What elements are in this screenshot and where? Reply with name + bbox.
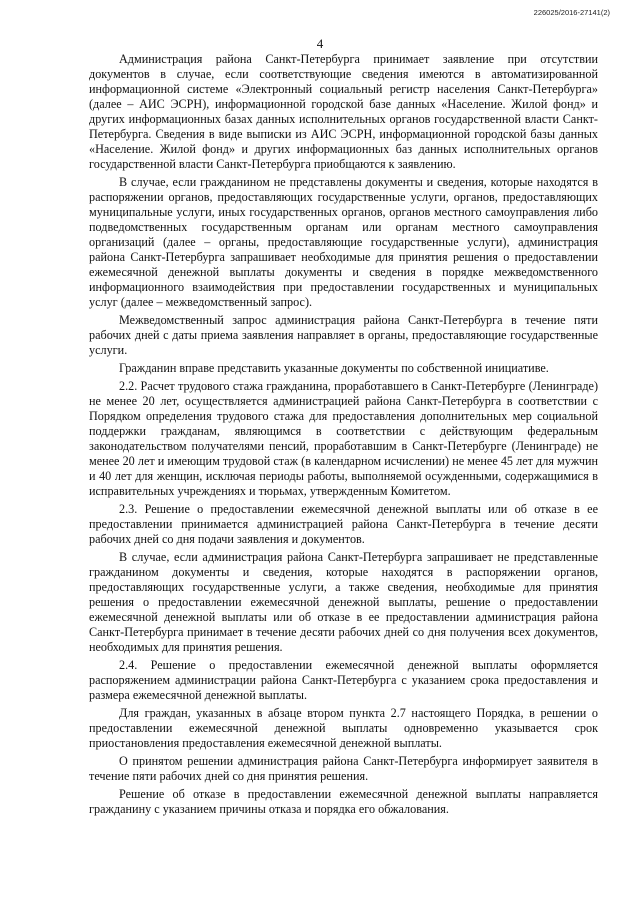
paragraph-suspension-term: Для граждан, указанных в абзаце втором пункта 2.7 настоящего Порядка, в решении о предоставлении ежемесячной денежной выплаты одновременно указывается срок приостановления предоставления ежемесячной денежной выплаты. [89, 706, 598, 750]
document-body [89, 52, 598, 820]
paragraph-own-initiative: Гражданин вправе представить указанные документы по собственной инициативе. [119, 361, 549, 375]
paragraph-2-3-decision-term: 2.3. Решение о предоставлении ежемесячной денежной выплаты или об отказе в ее предоставлении принимается администрацией района Санкт-Петербурга в течение десяти рабочих дней со дня подачи заявления и документов. [89, 502, 598, 546]
paragraph-decision-after-request: В случае, если администрация района Санкт-Петербурга запрашивает не представленные гражданином документы и сведения, которые находятся в распоряжении органов, предоставляющих государственные услуги, а также сведения, необходимые для принятия решения о предоставлении ежемесячной денежной выплаты, решение о предоставлении ежемесячной денежной выплаты или об отказе в ее предоставлении администрация района Санкт-Петербурга принимает в течение десяти рабочих дней со дня получения всех документов, необходимых для принятия решения. [89, 550, 598, 654]
paragraph-2-4-decision-order: 2.4. Решение о предоставлении ежемесячной денежной выплаты оформляется распоряжением администрации района Санкт-Петербурга с указанием срока предоставления и размера ежемесячной денежной выплаты. [89, 658, 598, 702]
paragraph-refusal: Решение об отказе в предоставлении ежемесячной денежной выплаты направляется гражданину с указанием причины отказа и порядка его обжалования. [89, 787, 598, 816]
paragraph-2-2-work-experience: 2.2. Расчет трудового стажа гражданина, проработавшего в Санкт-Петербурге (Ленинграде) не менее 20 лет, осуществляется администрацией района Санкт-Петербурга в соответствии с Порядком определения трудового стажа для предоставления дополнительных мер социальной поддержки гражданам, являющимся в соответствии с действующим федеральным законодательством получателями пенсий, проработавшим в Санкт-Петербурге (Ленинграде) не менее 20 лет и имеющим трудовой стаж (в календарном исчислении) не менее 45 лет для мужчин и 40 лет для женщин, исключая периоды работы, выполняемой осужденными, содержащимися в исправительных учреждениях и тюрьмах, утвержденным Комитетом. [89, 379, 598, 498]
document-registration-code: 226025/2016-27141(2) [533, 8, 610, 17]
paragraph-documents-absence: Администрация района Санкт-Петербурга принимает заявление при отсутствии документов в случае, если соответствующие сведения имеются в автоматизированной информационной системе «Электронный социальный регистр населения Санкт-Петербурга» (далее – АИС ЭСРН), информационной городской базе данных «Население. Жилой фонд» и других информационных базах данных исполнительных органов государственной власти Санкт-Петербурга. Сведения в виде выписки из АИС ЭСРН, информационной городской базы данных «Население. Жилой фонд» и других информационных баз данных исполнительных органов государственной власти Санкт-Петербурга приобщаются к заявлению. [89, 52, 598, 171]
paragraph-interdepartmental-request-basis: В случае, если гражданином не представлены документы и сведения, которые находятся в распоряжении органов, предоставляющих государственные услуги, органов, предоставляющих муниципальные услуги, иных государственных органов, органов местного самоуправления либо подведомственных государственным органам или органам местного самоуправления организаций (далее – органы, предоставляющие государственные услуги), администрация района Санкт-Петербурга запрашивает необходимые для принятия решения о предоставлении ежемесячной денежной выплаты документы и сведения в порядке межведомственного информационного взаимодействия при предоставлении государственных и муниципальных услуг (далее – межведомственный запрос). [89, 175, 598, 309]
paragraph-notification: О принятом решении администрация района Санкт-Петербурга информирует заявителя в течение пяти рабочих дней со дня принятия решения. [89, 754, 598, 783]
paragraph-request-deadline: Межведомственный запрос администрация района Санкт-Петербурга в течение пяти рабочих дней с даты приема заявления направляет в органы, предоставляющие государственные услуги. [89, 313, 598, 357]
page-number: 4 [316, 36, 324, 51]
